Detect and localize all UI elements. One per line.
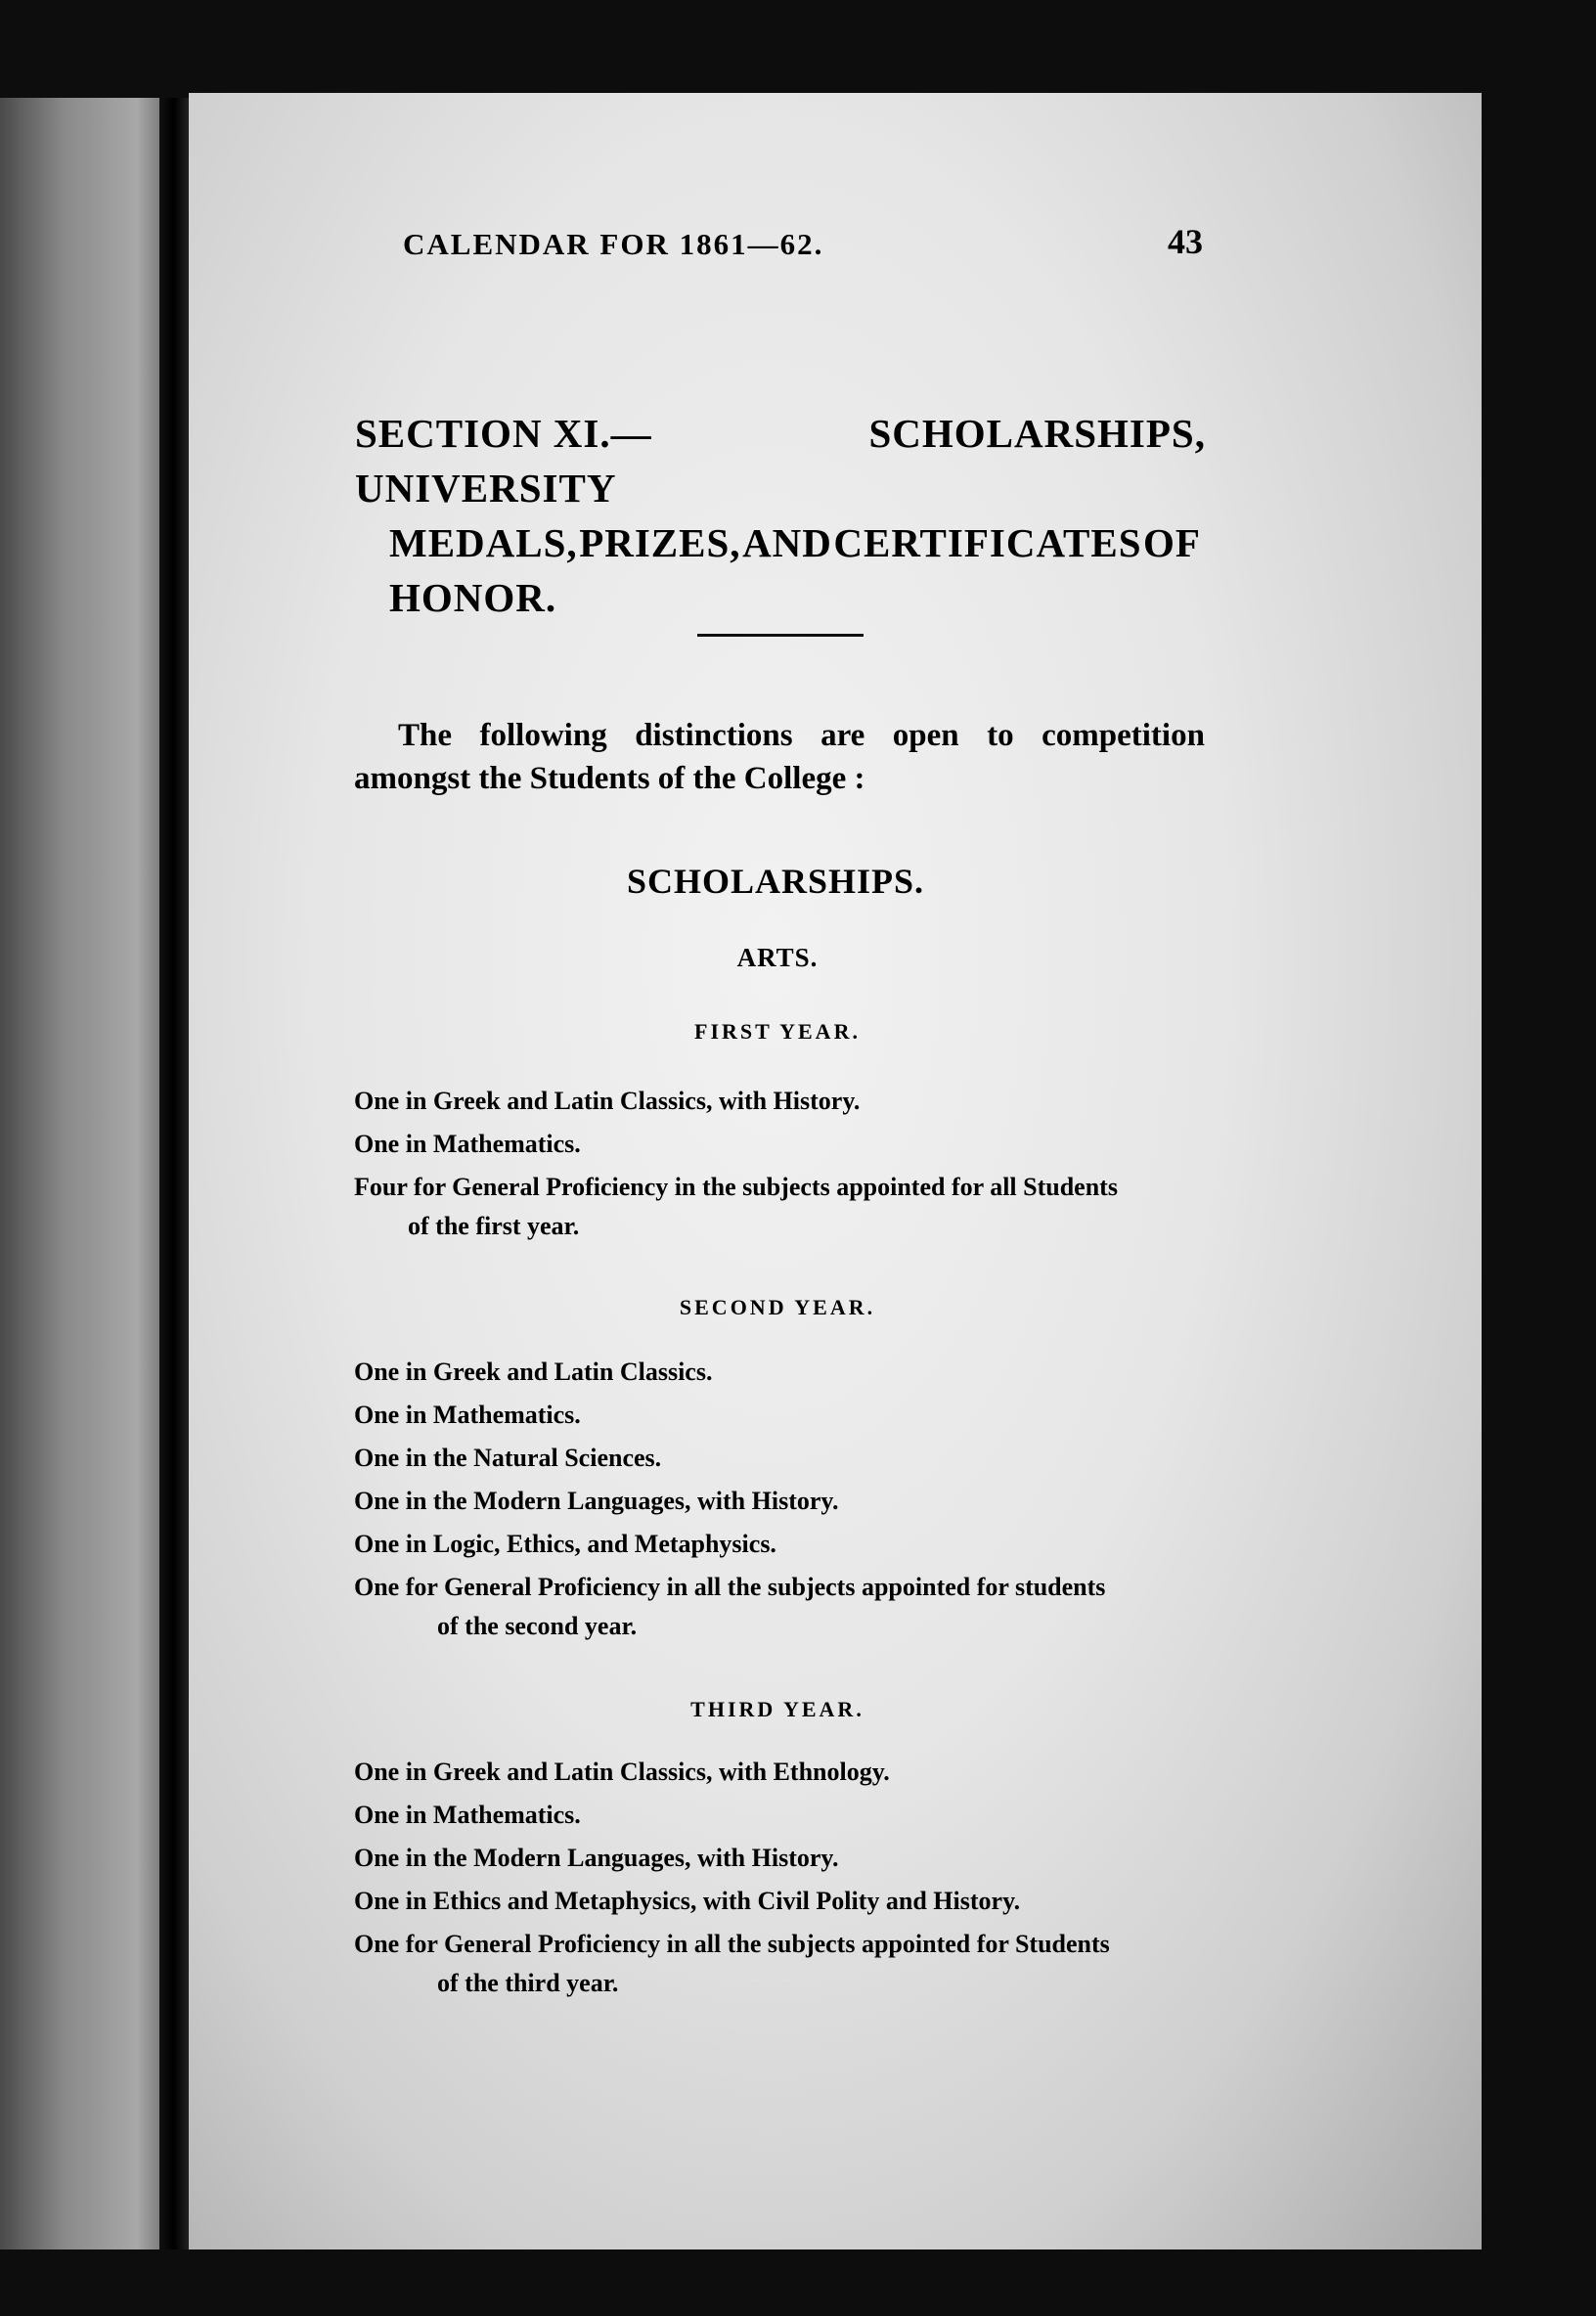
title-word: OF: [1143, 520, 1201, 565]
list-item: One in Greek and Latin Classics.: [354, 1358, 713, 1386]
title-word: SCHOLARSHIPS,: [868, 411, 1206, 456]
section-title-line-2: [389, 515, 1201, 570]
intro-word: open: [892, 718, 959, 753]
book-gutter: [159, 98, 189, 2249]
intro-word: competition: [1042, 718, 1205, 753]
first-year-list: [354, 1080, 1215, 1244]
list-item: One for General Proficiency in all the subjects appointed for Students: [354, 1930, 1110, 1958]
list-item-continuation: [354, 1209, 1215, 1244]
list-item: One in Mathematics.: [354, 1801, 581, 1829]
title-word: MEDALS,: [389, 520, 578, 565]
first-year-heading: FIRST YEAR.: [694, 1019, 861, 1044]
list-item: One in Greek and Latin Classics, with Ethnology.: [354, 1758, 890, 1786]
intro-word: following: [479, 718, 607, 753]
third-year-list: [354, 1751, 1215, 2001]
facing-page-edge: [0, 98, 161, 2249]
arts-heading: ARTS.: [736, 943, 819, 972]
title-word: CERTIFICATES: [833, 520, 1142, 565]
list-item: One in Mathematics.: [354, 1401, 581, 1429]
list-item-continuation: [354, 1609, 1215, 1644]
section-title-line-3: HONOR.: [389, 575, 557, 620]
list-item-continuation: [354, 1966, 1215, 2001]
section-divider-rule: [697, 634, 864, 637]
page-number: 43: [1168, 222, 1203, 261]
intro-word: distinctions: [635, 718, 793, 753]
intro-paragraph: [354, 714, 1205, 800]
scholarships-heading: SCHOLARSHIPS.: [626, 862, 925, 901]
title-word: AND: [742, 520, 832, 565]
list-item: One in Greek and Latin Classics, with History.: [354, 1087, 861, 1115]
continuation-text: of the first year.: [408, 1212, 580, 1240]
intro-word: are: [820, 718, 865, 753]
section-title-line-1: [355, 406, 1206, 515]
continuation-text: of the second year.: [437, 1612, 638, 1640]
list-item: One in the Modern Languages, with History.: [354, 1487, 839, 1515]
list-item: One in Mathematics.: [354, 1130, 581, 1158]
intro-line-2: amongst the Students of the College :: [354, 761, 865, 796]
second-year-heading: SECOND YEAR.: [679, 1295, 876, 1319]
list-item: One in Ethics and Metaphysics, with Civil Polity and History.: [354, 1887, 1021, 1915]
list-item: One in the Natural Sciences.: [354, 1444, 662, 1472]
continuation-text: of the third year.: [437, 1969, 619, 1997]
intro-word: to: [987, 718, 1014, 753]
list-item: One in the Modern Languages, with History.: [354, 1844, 839, 1872]
second-year-list: [354, 1351, 1215, 1644]
list-item: Four for General Proficiency in the subjects appointed for all Students: [354, 1173, 1118, 1201]
title-word: SECTION XI.—UNIVERSITY: [355, 411, 652, 511]
third-year-heading: THIRD YEAR.: [690, 1697, 864, 1721]
list-item: One for General Proficiency in all the subjects appointed for students: [354, 1573, 1106, 1601]
title-word: PRIZES,: [579, 520, 741, 565]
intro-line-1: [354, 714, 1205, 757]
intro-word: The: [398, 718, 453, 753]
section-title: [355, 406, 1216, 625]
list-item: One in Logic, Ethics, and Metaphysics.: [354, 1530, 776, 1558]
running-head: CALENDAR FOR 1861—62.: [403, 227, 824, 261]
